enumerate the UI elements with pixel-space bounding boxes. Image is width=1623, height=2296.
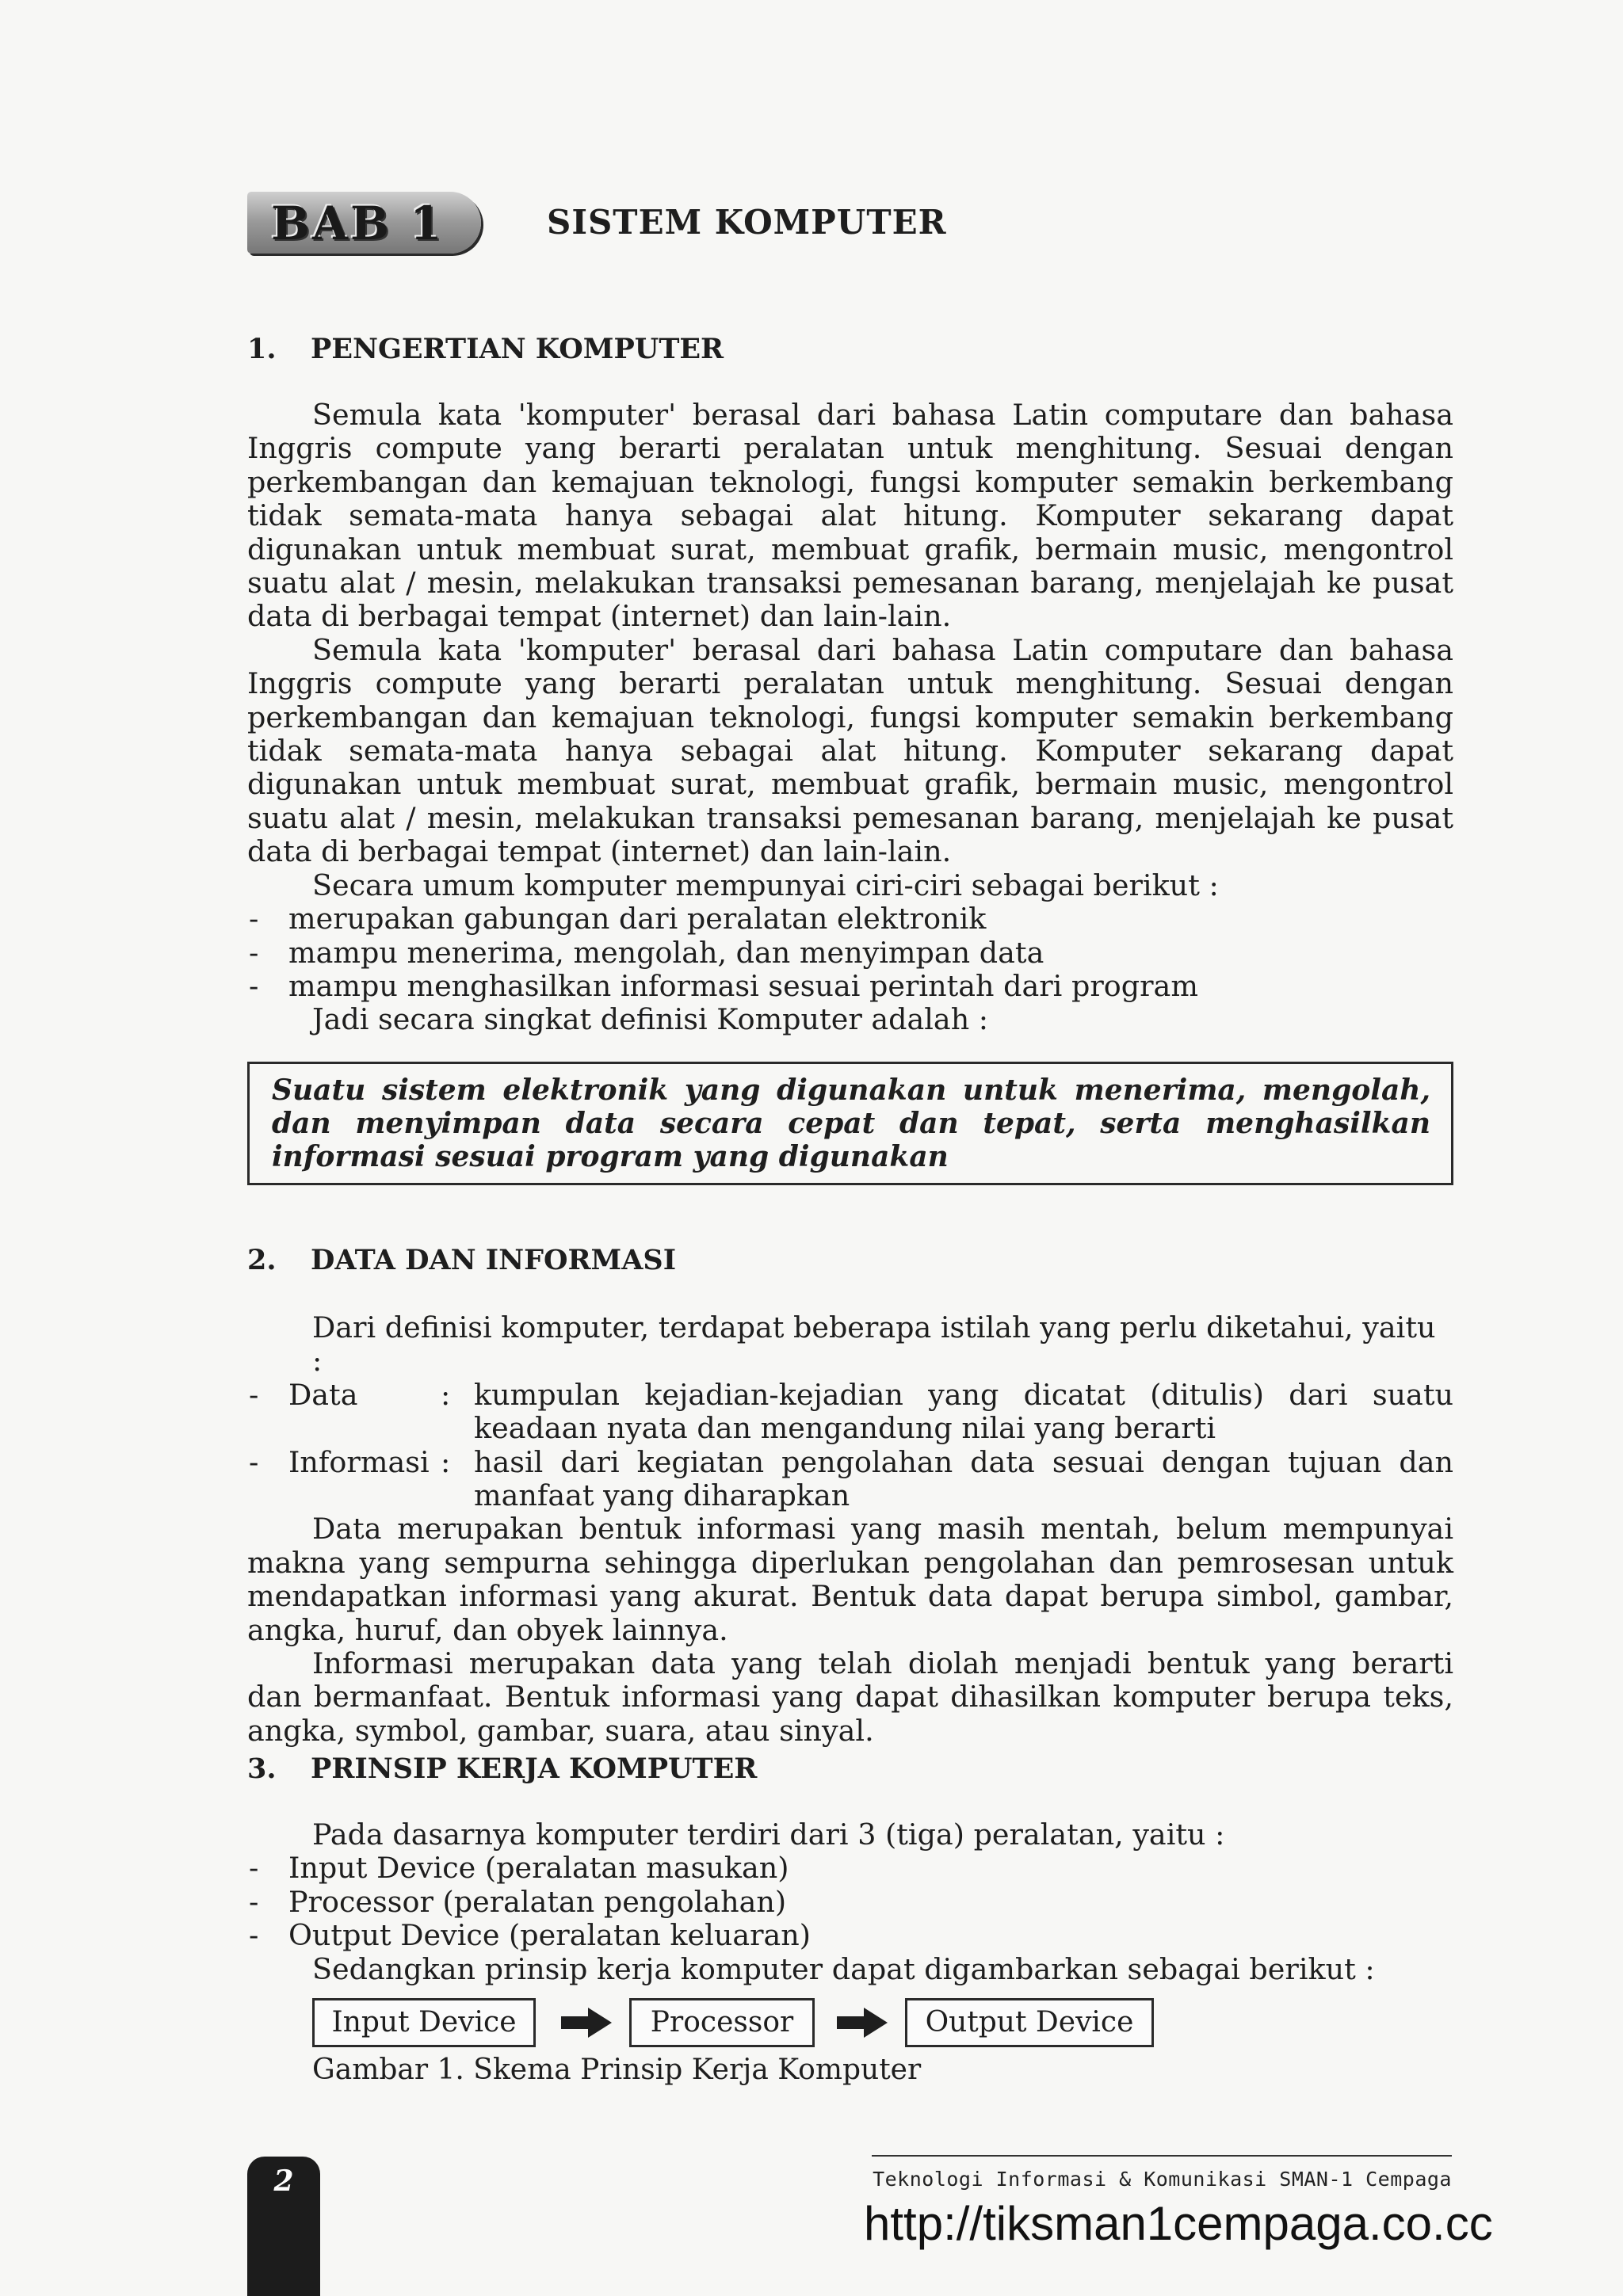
section-1-paragraph-2: Semula kata 'komputer' berasal dari bahasa Latin computare dan bahasa Inggris compute yang berarti peralatan untuk menghitung. Sesuai dengan perkembangan dan kemajuan teknologi, fungsi komputer semakin berkembang tidak semata-mata hanya sebagai alat hitung. Komputer sekarang dapat digunakan untuk membuat surat, membuat grafik, bermain music, mengontrol suatu alat / mesin, melakukan transaksi pemesanan barang, menjelajah ke pusat data di berbagai tempat (internet) dan lain-lain. bbox=[247, 632, 1453, 869]
section-1-paragraph-1: Semula kata 'komputer' berasal dari bahasa Latin computare dan bahasa Inggris compute yang berarti peralatan untuk menghitung. Sesuai dengan perkembangan dan kemajuan teknologi, fungsi komputer semakin berkembang tidak semata-mata hanya sebagai alat hitung. Komputer sekarang dapat digunakan untuk membuat surat, membuat grafik, bermain music, mengontrol suatu alat / mesin, melakukan transaksi pemesanan barang, menjelajah ke pusat data di berbagai tempat (internet) dan lain-lain. bbox=[247, 398, 1453, 634]
section-2-body bbox=[247, 1311, 1453, 1748]
chapter-tab-label: BAB 1 bbox=[271, 196, 445, 250]
bullet-item: - Processor (peralatan pengolahan) bbox=[247, 1886, 1453, 1919]
diagram-box-input: Input Device bbox=[312, 1998, 536, 2047]
term-definition: kumpulan kejadian-kejadian yang dicatat (ditulis) dari suatu keadaan nyata dan mengandung nilai yang berarti bbox=[474, 1377, 1453, 1446]
section-1-number: 1. bbox=[247, 333, 277, 365]
footer-running-text: Teknologi Informasi & Komunikasi SMAN-1 Cempaga bbox=[873, 2168, 1452, 2191]
section-2-number: 2. bbox=[247, 1244, 277, 1276]
section-3-title: PRINSIP KERJA KOMPUTER bbox=[311, 1753, 758, 1785]
chapter-title: SISTEM KOMPUTER bbox=[547, 203, 947, 242]
bullet-item: - Input Device (peralatan masukan) bbox=[247, 1852, 1453, 1885]
bullet-item: - mampu menghasilkan informasi sesuai perintah dari program bbox=[247, 970, 1453, 1003]
term-row-data: - Data : kumpulan kejadian-kejadian yang dicatat (ditulis) dari suatu keadaan nyata dan mengandung nilai yang berarti bbox=[249, 1377, 1453, 1446]
bullet-item: - mampu menerima, mengolah, dan menyimpan data bbox=[247, 936, 1453, 970]
arrow-right-icon bbox=[837, 2008, 888, 2038]
diagram-box-processor: Processor bbox=[629, 1998, 815, 2047]
diagram-box-output: Output Device bbox=[905, 1998, 1154, 2047]
section-3-body bbox=[247, 1818, 1453, 1986]
characteristics-intro: Secara umum komputer mempunyai ciri-ciri sebagai berikut : bbox=[312, 868, 1219, 902]
footer-url: http://tiksman1cempaga.co.cc bbox=[864, 2197, 1493, 2250]
section-3-number: 3. bbox=[247, 1753, 277, 1785]
bullet-item: - Output Device (peralatan keluaran) bbox=[247, 1919, 1453, 1952]
scheme-intro: Sedangkan prinsip kerja komputer dapat digambarkan sebagai berikut : bbox=[312, 1951, 1375, 1986]
section-2-paragraph-2: Informasi merupakan data yang telah diolah menjadi bentuk yang berarti dan bermanfaat. Bentuk informasi yang dapat dihasilkan komputer berupa teks, angka, symbol, gambar, suara, atau sinyal. bbox=[247, 1646, 1453, 1748]
term-row-informasi: - Informasi : hasil dari kegiatan pengolahan data sesuai dengan tujuan dan manfaat yang diharapkan bbox=[249, 1444, 1453, 1513]
section-1-heading bbox=[247, 333, 724, 365]
footer-divider bbox=[872, 2155, 1452, 2157]
chapter-tab bbox=[247, 192, 481, 254]
arrow-right-icon bbox=[561, 2008, 612, 2038]
bullet-item: - merupakan gabungan dari peralatan elektronik bbox=[247, 902, 1453, 936]
section-1-title: PENGERTIAN KOMPUTER bbox=[311, 333, 724, 365]
work-principle-diagram bbox=[0, 1998, 1623, 2047]
term-definition: hasil dari kegiatan pengolahan data sesuai dengan tujuan dan manfaat yang diharapkan bbox=[474, 1444, 1453, 1513]
term-label: Data bbox=[288, 1377, 358, 1412]
section-2-paragraph-1: Data merupakan bentuk informasi yang masih mentah, belum mempunyai makna yang sempurna sehingga diperlukan pengolahan dan pemrosesan untuk mendapatkan informasi yang akurat. Bentuk data dapat berupa simbol, gambar, angka, huruf, dan obyek lainnya. bbox=[247, 1512, 1453, 1647]
term-label: Informasi bbox=[288, 1444, 430, 1479]
section-2-title: DATA DAN INFORMASI bbox=[311, 1244, 677, 1276]
page-number: 2 bbox=[273, 2164, 294, 2198]
definition-intro: Jadi secara singkat definisi Komputer adalah : bbox=[312, 1002, 989, 1037]
terms-intro: Dari definisi komputer, terdapat beberapa istilah yang perlu diketahui, yaitu : bbox=[312, 1310, 1436, 1379]
page-number-tab bbox=[247, 2157, 320, 2296]
definition-box: Suatu sistem elektronik yang digunakan untuk menerima, mengolah, dan menyimpan data secara cepat dan tepat, serta menghasilkan informasi sesuai program yang digunakan bbox=[247, 1062, 1453, 1185]
section-3-heading bbox=[247, 1753, 757, 1785]
devices-intro: Pada dasarnya komputer terdiri dari 3 (tiga) peralatan, yaitu : bbox=[312, 1817, 1225, 1852]
section-2-heading bbox=[247, 1244, 676, 1276]
figure-caption: Gambar 1. Skema Prinsip Kerja Komputer bbox=[312, 2054, 922, 2086]
section-1-body bbox=[247, 399, 1453, 1037]
